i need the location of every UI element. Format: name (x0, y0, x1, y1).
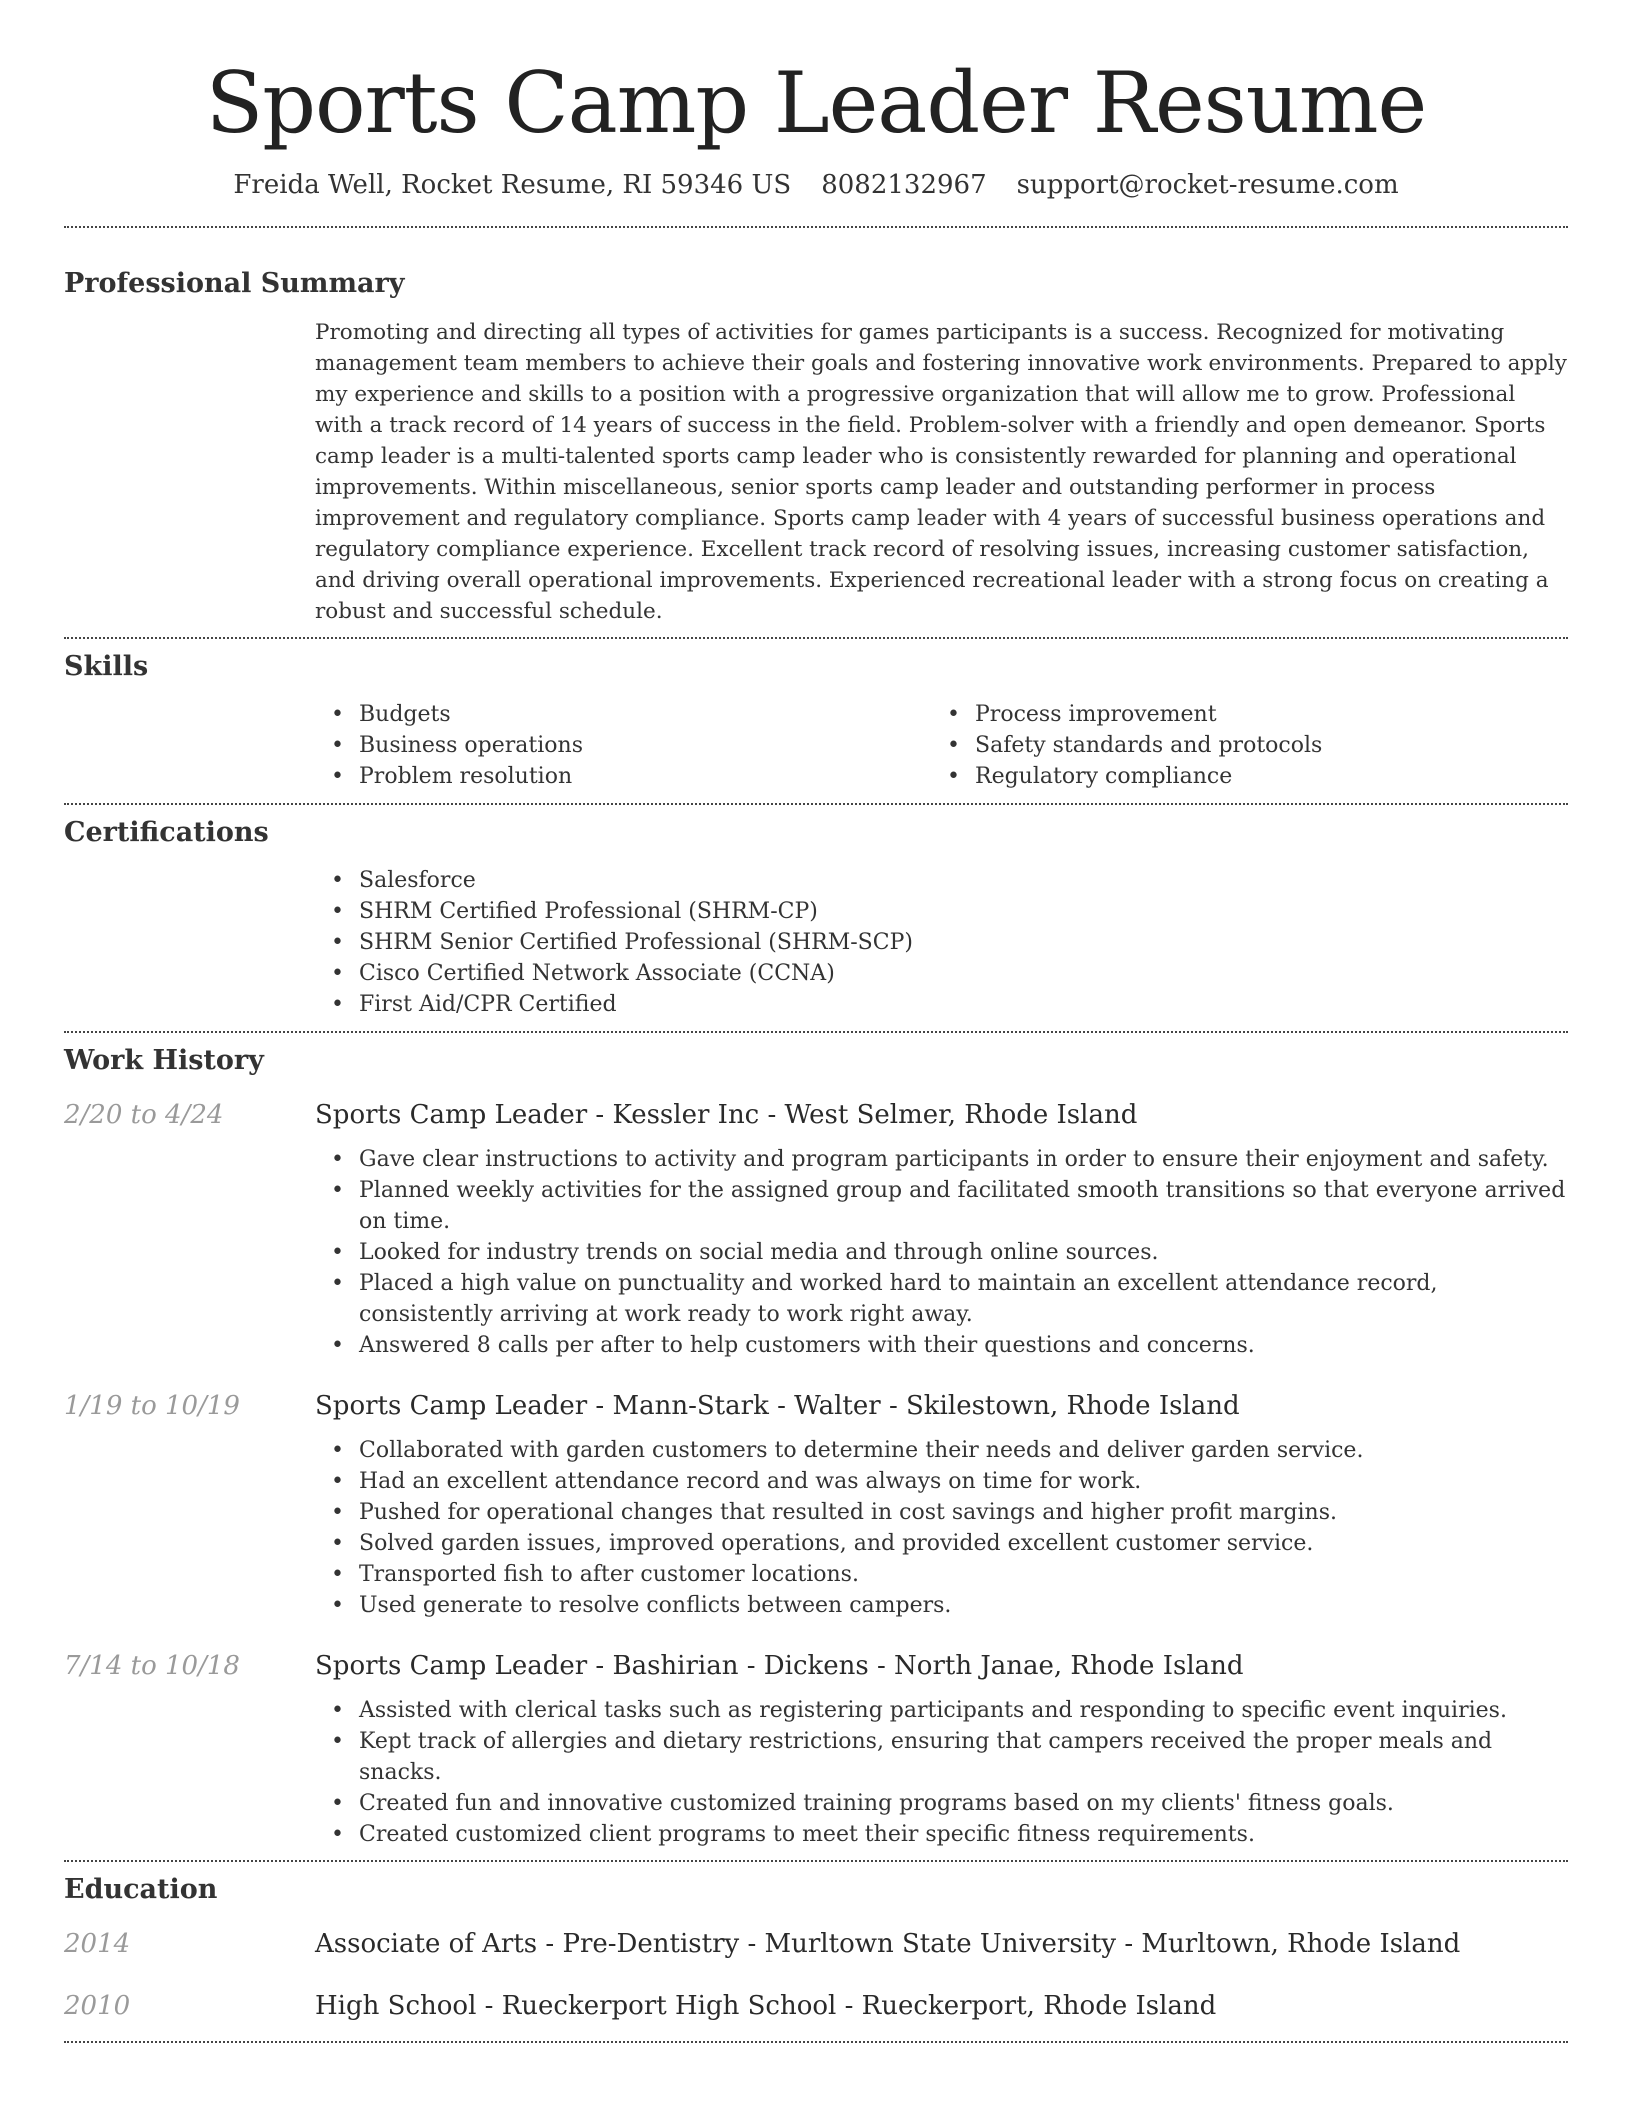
section-heading-summary: Professional Summary (64, 268, 405, 299)
job-title: Sports Camp Leader - Mann-Stark - Walter - Skilestown, Rhode Island (315, 1391, 1240, 1421)
list-item: • Answered 8 calls per after to help customers with their questions and concerns. (315, 1330, 1568, 1361)
list-item: • Regulatory compliance (931, 761, 1568, 792)
list-item: • Business operations (315, 730, 931, 761)
list-item: • Cisco Certified Network Associate (CCNA) (315, 958, 1568, 989)
education-entry (64, 1929, 1568, 1959)
section-heading-certifications: Certifications (64, 817, 269, 848)
education-year: 2014 (64, 1929, 131, 1959)
contact-line (64, 170, 1568, 200)
skills-list-left (315, 699, 931, 792)
job-header (64, 1651, 1568, 1681)
job-bullets (315, 1435, 1568, 1621)
divider (64, 226, 1568, 228)
list-item: • Budgets (315, 699, 931, 730)
job-title: Sports Camp Leader - Bashirian - Dickens - North Janae, Rhode Island (315, 1651, 1244, 1681)
list-item: • Collaborated with garden customers to determine their needs and deliver garden service. (315, 1435, 1568, 1466)
list-item: • Safety standards and protocols (931, 730, 1568, 761)
list-item: • Pushed for operational changes that resulted in cost savings and higher profit margins. (315, 1497, 1568, 1528)
list-item: • Transported fish to after customer locations. (315, 1559, 1568, 1590)
list-item: • Kept track of allergies and dietary restrictions, ensuring that campers received the proper meals and snacks. (315, 1726, 1568, 1788)
contact-address: Freida Well, Rocket Resume, RI 59346 US (233, 170, 792, 200)
divider (64, 1860, 1568, 1862)
summary-section (64, 268, 1568, 627)
job-entry (64, 1651, 1568, 1850)
certifications-body (315, 865, 1568, 1020)
job-bullets (315, 1695, 1568, 1850)
list-item: • SHRM Senior Certified Professional (SHRM-SCP) (315, 927, 1568, 958)
job-header (64, 1100, 1568, 1130)
list-item: • Gave clear instructions to activity and program participants in order to ensure their enjoyment and safety. (315, 1144, 1568, 1175)
certifications-list (315, 865, 1568, 1020)
divider (64, 637, 1568, 639)
list-item: • Had an excellent attendance record and was always on time for work. (315, 1466, 1568, 1497)
list-item: • SHRM Certified Professional (SHRM-CP) (315, 896, 1568, 927)
contact-phone: 8082132967 (821, 170, 987, 200)
job-dates: 2/20 to 4/24 (64, 1100, 224, 1130)
list-item: • Created fun and innovative customized training programs based on my clients' fitness goals. (315, 1788, 1568, 1819)
education-year: 2010 (64, 1991, 131, 2021)
skills-section (64, 651, 1568, 792)
job-title: Sports Camp Leader - Kessler Inc - West Selmer, Rhode Island (315, 1100, 1138, 1130)
job-bullets (315, 1144, 1568, 1361)
section-heading-work: Work History (64, 1045, 264, 1076)
skills-grid (315, 699, 1568, 792)
section-heading-education: Education (64, 1874, 218, 1905)
list-item: • Used generate to resolve conflicts between campers. (315, 1590, 1568, 1621)
certifications-section (64, 817, 1568, 1020)
education-section (64, 1874, 1568, 2021)
job-entry (64, 1391, 1568, 1621)
summary-body (315, 317, 1568, 627)
list-item: • Salesforce (315, 865, 1568, 896)
list-item: • Assisted with clerical tasks such as registering participants and responding to specific event inquiries. (315, 1695, 1568, 1726)
job-header (64, 1391, 1568, 1421)
skills-list-right (931, 699, 1568, 792)
education-title: High School - Rueckerport High School - Rueckerport, Rhode Island (315, 1991, 1217, 2021)
list-item: • Problem resolution (315, 761, 931, 792)
education-entry (64, 1991, 1568, 2021)
education-title: Associate of Arts - Pre-Dentistry - Murltown State University - Murltown, Rhode Island (315, 1929, 1461, 1959)
section-heading-skills: Skills (64, 651, 149, 682)
list-item: • Process improvement (931, 699, 1568, 730)
list-item: • Planned weekly activities for the assigned group and facilitated smooth transitions so that everyone arrived on time. (315, 1175, 1568, 1237)
list-item: • Solved garden issues, improved operations, and provided excellent customer service. (315, 1528, 1568, 1559)
work-section (64, 1045, 1568, 1850)
page-title: Sports Camp Leader Resume (205, 54, 1427, 152)
summary-text: Promoting and directing all types of activities for games participants is a success. Recognized for motivating management team members to achieve their goals and fostering innovative work environments. Prepared to apply my experience and skills to a position with a progressive organization that will allow me to grow. Professional with a track record of 14 years of success in the field. Problem-solver with a friendly and open demeanor. Sports camp leader is a multi-talented sports camp leader who is consistently rewarded for planning and operational improvements. Within miscellaneous, senior sports camp leader and outstanding performer in process improvement and regulatory compliance. Sports camp leader with 4 years of successful business operations and regulatory compliance experience. Excellent track record of resolving issues, increasing customer satisfaction, and driving overall operational improvements. Experienced recreational leader with a strong focus on creating a robust and successful schedule. (315, 320, 1567, 624)
divider (64, 2041, 1568, 2043)
divider (64, 803, 1568, 805)
job-dates: 1/19 to 10/19 (64, 1391, 240, 1421)
job-entry (64, 1100, 1568, 1361)
list-item: • First Aid/CPR Certified (315, 989, 1568, 1020)
list-item: • Placed a high value on punctuality and worked hard to maintain an excellent attendance record, consistently arriving at work ready to work right away. (315, 1268, 1568, 1330)
job-dates: 7/14 to 10/18 (64, 1651, 240, 1681)
list-item: • Created customized client programs to meet their specific fitness requirements. (315, 1819, 1568, 1850)
list-item: • Looked for industry trends on social media and through online sources. (315, 1237, 1568, 1268)
contact-email: support@rocket-resume.com (1016, 170, 1399, 200)
divider (64, 1031, 1568, 1033)
